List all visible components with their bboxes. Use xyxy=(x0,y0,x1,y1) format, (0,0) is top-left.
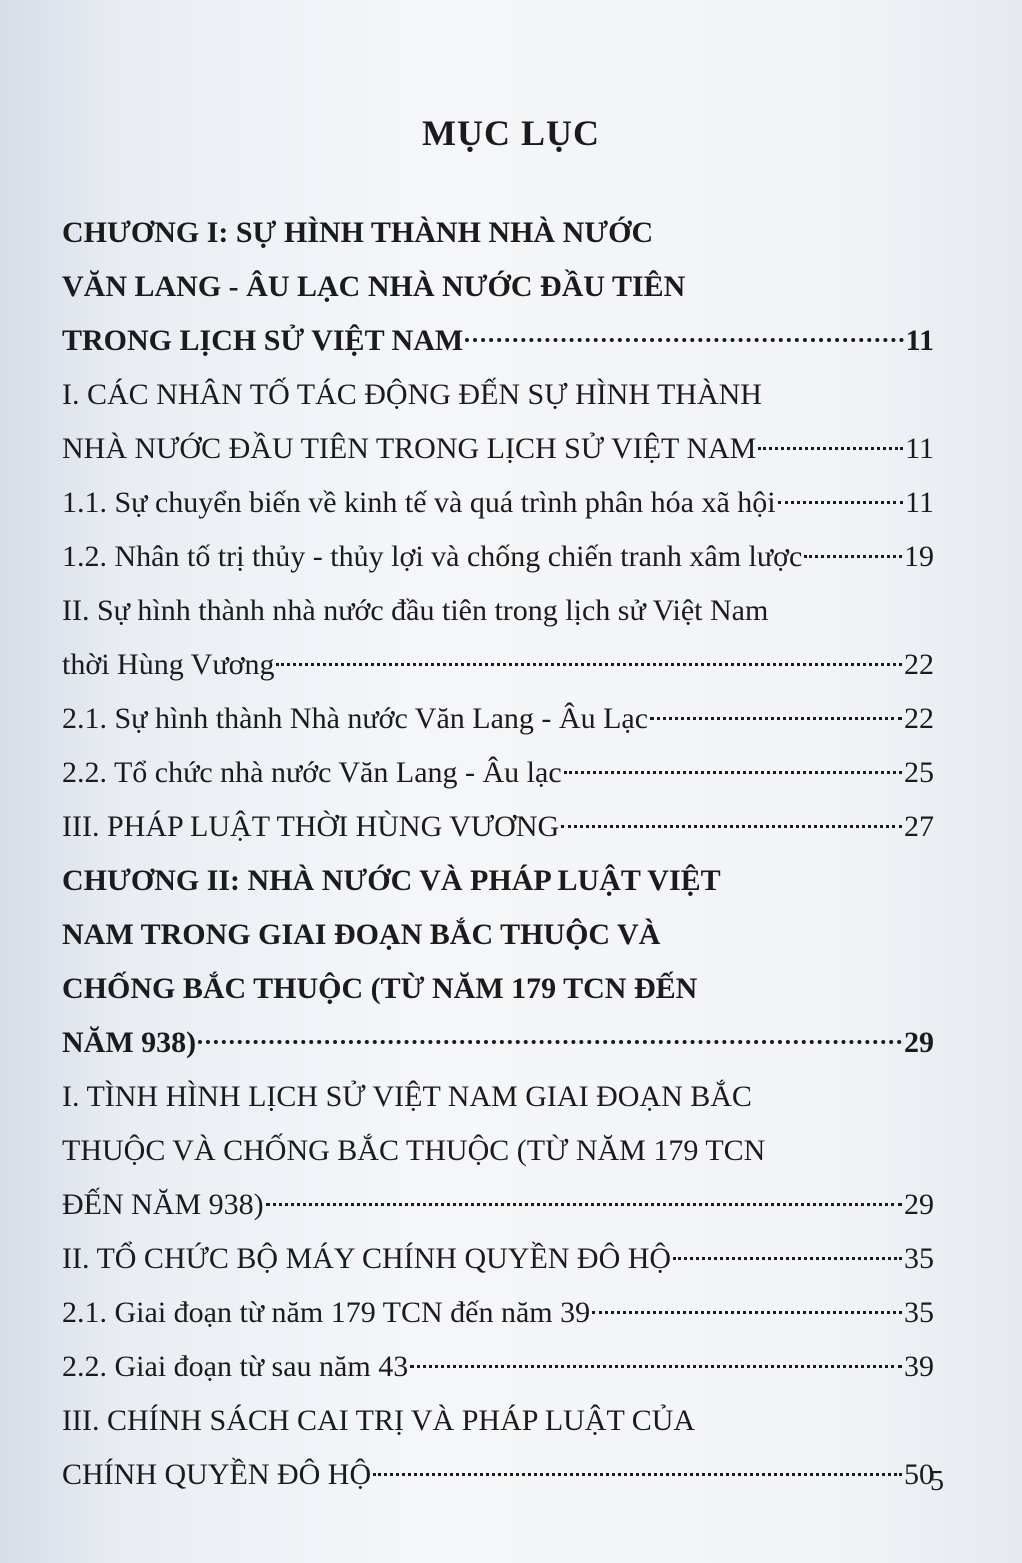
toc-entry-text: TRONG LỊCH SỬ VIỆT NAM xyxy=(62,324,464,357)
toc-entry xyxy=(62,1070,934,1124)
toc-entry-text: II. Sự hình thành nhà nước đầu tiên trong lịch sử Việt Nam xyxy=(62,594,769,627)
dot-leader xyxy=(758,447,903,450)
page-number: 5 xyxy=(930,1466,944,1497)
toc-entry-text: II. TỔ CHỨC BỘ MÁY CHÍNH QUYỀN ĐÔ HỘ xyxy=(62,1242,672,1275)
dot-leader xyxy=(561,825,902,828)
toc-entry-text: 2.1. Sự hình thành Nhà nước Văn Lang - Âu Lạc xyxy=(62,702,649,735)
toc-entry-text: 2.2. Tổ chức nhà nước Văn Lang - Âu lạc xyxy=(62,756,562,789)
toc-entry-text: CHƯƠNG I: SỰ HÌNH THÀNH NHÀ NƯỚC xyxy=(62,216,654,249)
toc-entry-page: 35 xyxy=(904,1296,934,1329)
toc-entry xyxy=(62,908,934,962)
toc-entry-text: CHỐNG BẮC THUỘC (TỪ NĂM 179 TCN ĐẾN xyxy=(62,972,698,1005)
toc-entry xyxy=(62,206,934,260)
dot-leader xyxy=(373,1473,902,1476)
toc-entry-text: THUỘC VÀ CHỐNG BẮC THUỘC (TỪ NĂM 179 TCN xyxy=(62,1134,766,1167)
dot-leader xyxy=(778,501,904,504)
toc-entry-text: 1.2. Nhân tố trị thủy - thủy lợi và chống chiến tranh xâm lược xyxy=(62,540,803,573)
toc-entry xyxy=(62,1394,934,1448)
toc-entry-text: 2.1. Giai đoạn từ năm 179 TCN đến năm 39 xyxy=(62,1296,591,1329)
toc-entry-page: 11 xyxy=(905,486,934,519)
toc-entry-page: 22 xyxy=(904,648,934,681)
dot-leader xyxy=(465,338,903,342)
toc-entry xyxy=(62,1124,934,1178)
toc-heading: MỤC LỤC xyxy=(422,113,600,153)
toc-entry-text: III. PHÁP LUẬT THỜI HÙNG VƯƠNG xyxy=(62,810,560,843)
toc-entry-page: 11 xyxy=(905,432,934,465)
toc-entry-text: NHÀ NƯỚC ĐẦU TIÊN TRONG LỊCH SỬ VIỆT NAM xyxy=(62,432,757,465)
toc-entry-page: 27 xyxy=(904,810,934,843)
toc-entry-text: I. TÌNH HÌNH LỊCH SỬ VIỆT NAM GIAI ĐOẠN BẮC xyxy=(62,1080,752,1113)
dot-leader xyxy=(650,717,902,720)
toc-entry-page: 22 xyxy=(904,702,934,735)
toc-entry-page: 29 xyxy=(904,1188,934,1221)
toc-entry xyxy=(62,1016,934,1070)
dot-leader xyxy=(410,1365,902,1368)
toc-entry xyxy=(62,260,934,314)
toc-entry-text: NAM TRONG GIAI ĐOẠN BẮC THUỘC VÀ xyxy=(62,918,661,951)
dot-leader xyxy=(276,663,902,666)
toc-entry xyxy=(62,1178,934,1232)
toc-entry xyxy=(62,638,934,692)
toc-entry-text: CHƯƠNG II: NHÀ NƯỚC VÀ PHÁP LUẬT VIỆT xyxy=(62,864,721,897)
toc-entry xyxy=(62,1232,934,1286)
toc-entry xyxy=(62,1340,934,1394)
table-of-contents xyxy=(62,206,934,1502)
dot-leader xyxy=(804,555,902,558)
toc-entry xyxy=(62,476,934,530)
toc-entry xyxy=(62,692,934,746)
toc-entry-text: NĂM 938) xyxy=(62,1026,197,1059)
toc-entry-text: I. CÁC NHÂN TỐ TÁC ĐỘNG ĐẾN SỰ HÌNH THÀNH xyxy=(62,378,762,411)
toc-entry-text: III. CHÍNH SÁCH CAI TRỊ VÀ PHÁP LUẬT CỦA xyxy=(62,1404,696,1437)
toc-entry-text: thời Hùng Vương xyxy=(62,648,275,681)
toc-entry xyxy=(62,584,934,638)
toc-entry-text: VĂN LANG - ÂU LẠC NHÀ NƯỚC ĐẦU TIÊN xyxy=(62,270,686,303)
toc-entry-text: CHÍNH QUYỀN ĐÔ HỘ xyxy=(62,1458,372,1491)
dot-leader xyxy=(198,1040,902,1044)
toc-entry-text: 2.2. Giai đoạn từ sau năm 43 xyxy=(62,1350,409,1383)
toc-entry xyxy=(62,368,934,422)
toc-entry-page: 19 xyxy=(904,540,934,573)
dot-leader xyxy=(266,1203,902,1206)
toc-entry-page: 29 xyxy=(904,1026,934,1059)
toc-entry xyxy=(62,314,934,368)
toc-entry-page: 39 xyxy=(904,1350,934,1383)
toc-entry xyxy=(62,1286,934,1340)
toc-entry-page: 35 xyxy=(904,1242,934,1275)
toc-entry-page: 25 xyxy=(904,756,934,789)
toc-entry-page: 11 xyxy=(905,324,934,357)
toc-entry-text: ĐẾN NĂM 938) xyxy=(62,1188,264,1221)
toc-entry xyxy=(62,530,934,584)
toc-entry-text: 1.1. Sự chuyển biến về kinh tế và quá trình phân hóa xã hội xyxy=(62,486,776,519)
toc-entry xyxy=(62,854,934,908)
toc-entry xyxy=(62,962,934,1016)
toc-entry xyxy=(62,800,934,854)
toc-entry xyxy=(62,1448,934,1502)
dot-leader xyxy=(564,771,902,774)
dot-leader xyxy=(673,1257,902,1260)
toc-entry-page: 50 xyxy=(904,1458,934,1491)
dot-leader xyxy=(592,1311,902,1314)
toc-entry xyxy=(62,422,934,476)
toc-entry xyxy=(62,746,934,800)
